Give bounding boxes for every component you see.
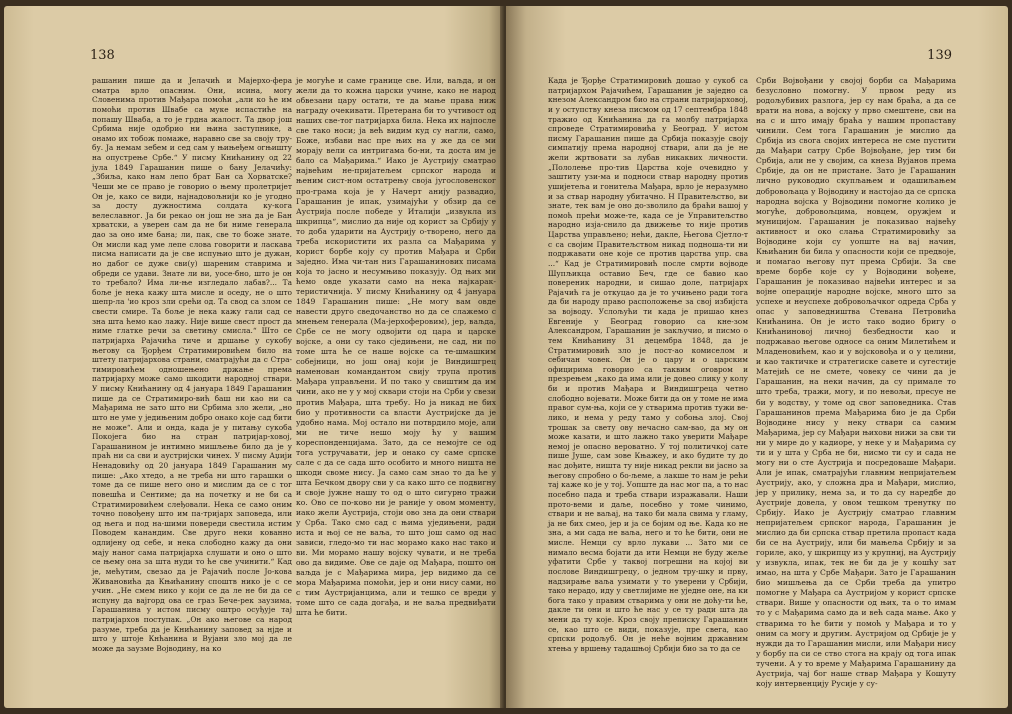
page-number-right: 139 xyxy=(927,48,952,63)
paragraph: је могуће и саме границе све. Или, ваљда, и он жели да то кожна царски учине, како не народ обвезани цару остати, те да мање права ниж награду очекивати. Претерана би то учтивост од наших све-тог патријарха била. Нека их најпосле све тако носи; ја већ видим куд су нагли, само, Боже, избави нас пре њих на у же да се ми морају вели са интригама бо-ни, та доста им је бало са Мађарима.“ Иако је Аустрију сматрао највећим не-пријатељем српског народа и њеним сист-ном остатрењу своја југословенског про-грама која је у Начерт анију развадио, Гарашанин је ипак, узимајући у обзир да се Аустрија после победе у Италији „извукла из шкрипца“, мислио да није од корист за Србију у то доба ударити на Аустрију о-творено, него да треба искористити их разла са Мађарима у корист борбе коју су против Мађара и Срби заједно. Има чи-тан низ Гарашанинових писама која то јасно и несумњиво показују. Од њих ми ћемо овде указати само на нека најкарак-теристичнија. У писму Книћанину од 4 јануара 1849 Гарашанин пише: „Не могу вам овде навести друго сведочанство но да се слажемо с мнењем генерала (Ма-јерхоферовим), јер, ваљда, Србе се не могу одвојити од цара и царске војске, а они су тако сједињени, не сад, ни по томе шта ће се наше војске са те-шмашким собејници, но још онај који је Виндишгрец наменован командантом свију трупа против Мађара управљени. И по тако у свиштим да им чини, ако не у у мој сквари стоји на Срби у свези против Мађара, шта требу. Но ја никад не бих био у противности са власти Аустријске да је удобно нама. Мој остало ни потврдило моје, али ми не тиче нешо моју ћу у вашим кореспонденцијама. Зато, да се немојте се од тога устручавати, јер и онако су саме српске сале с да се сада што особито и много ништа не шкоди своме нису. Ја само сам знао то да ће у шта Бечком двору сви у са како што се подвигну и своје јужне нашу то од о што сигурно тражи ко. Ово се по-ково ни је раније у овом моменту, иако жели Аустрија, стоји ово зна да они ствари у Срба. Тако смо сад с њима уједињени, ради иста и њој се не ваља, то што још само од нас зависи, гледо-мо ти нас морамо како нас тако и ви. Ми морамо нашу војску чувати, и не треба ово да видиме. Ове се даје од Мађара, пошто он ваљда је с Мађарима мира, јер видимо да се мора Мађарима помоћи, јер и они нису сами, но с тим Аустријанцима, али и тешко се вреди у томе што се сада догађа, и не ваља предвиђати шта ће бити. xyxy=(296,76,496,618)
left-page-column-1 xyxy=(92,76,292,654)
paragraph: рашанин пише да и Јелачић и Мајерхо-фера сматра врло опасним. Они, исина, могу Словенима против Мађара помоћи „али ко ће им помоћи против Швабе са муке испастиће на попашу Шваба, а то је грдна жалост. Та двор још Србима није одобрио ни њина заступнике, а онамо их тобож помаже, наравно све за своју тру-бу. Ја немам зебем и сед сам у њињеђем огњишту на опустрење Србе.“ У писму Книћанину од 22 јула 1849 Гарашанин пише о бану Јелачићу: „Збиља, како нам лепо брат Бан са Хорватске? Чеши ме се право је говорио о њему пролетријет Он је, како се види, најнадовољнији ко је угодно за досту дужностима солдата ку-кога велеславног. Ја би рекао он још не зна да је Бан хрватски, а уверен сам да не би ниме генерала дао за оно име бана; ли, пак, све то боже знате. Он мисли кад уме лепе слова говорити и ласкава писма написати да је све испуњио што је дужан, но дабог се дуже сви(у) шареним ставрима и обреди се удави. Знате ли ви, уосе-бно, што је он то требало? Има ли-ње изгледало лабав?... Та боље је нека кажу шта мисле и оседу, не о што шепр-ла 'ио кроз зли срећи од. Та свод са злом се свести смире. Та боље је нека кажу гали сад се зна шта ћемо као лажу. Није више свест прост да ниме глатке речи за светињу смисла.“ Што се патријарха Рајачића тиче и дршање у сукобу његову са Ђорђем Стратимировићем било на штету патријархова страни, сматрајући да с Стра-тимировићем одношењено држање према патријарху може само шкодити народној ствари. У писму Книћанину од 4 јануара 1849 Гарашанин пише да се Стратимиро-вић баш ни као ни са Мађарима не зато што ни Србима зло жели, „но што не уме у једињеним добро онако које сад бити не може“. Али и онда, када је у питању сукоба Покојега био на стран патријар-ховој, Гарашанином је интимно мишљење било да је у праћ ни са сви и аустријски чинех. У писму Аџији Ненадовићу од 20 јануара 1849 Гарашанин му пише: „Ако хтедо, а не треба ни што гарашки о томе да се пише него оно и мислим да се с тог повешћа и Сентиме; да на почетку и не би са Стратимировићем слеђовали. Нека се само оним точно повођену што им па-тријарх заповеда, или од њега и под на-шими повереди свестила истим Поводем канандим. Све друго неки кованно одлијену од себе, и нека слободно кажу да они мају наног сама патријарха слушати и оно о што се њему она за шта нуди то ће све учинити.“ Кад је, мећутим, свезао да је Рајачић после Јо-кова Живановића да Књићанину споштв нико је с се учин. „Не смем нико у који се да ле не би да се испуну да вајгорд ова се граз Бече-рек заузима, Гарашанина у истом писму оштро осуђује тај патријархов поступак. „Он ако његове са народ разуме, треба да је Книћанину заповед за нјде и што у штоје Кнћанина и Вујани зло мој да ле може да заузме Војводину, на ко xyxy=(92,76,292,653)
left-page-column-2 xyxy=(296,76,496,619)
right-page xyxy=(506,6,1008,708)
page-number-left: 138 xyxy=(90,48,115,63)
paragraph: Срби Војвођани у својој борби са Мађарима безусловно помогну. У првом реду из родољубивих разлога, јер су нам браћа, а да се врати на нова, а војску у прво смештене, сви на на с и што имају браћа у нашим пропаставу чинили. Сем тога Гарашанин је мислио да Србија из свога својих интереса не сме пустити да Мађари сатру Србе Војвођане, јер тим би Србија, али не у својим, са кнеза Вујанов према Србије, да он не пристане. Зато је Гарашанин лично руководио скупљањем и одашиљањем добровољаца у Војводину и настојао да се српска народна војска у Војводини помогне колико је могуће, добровољцима, новцем, оружјем и муницијом. Гарашанин је показивао највећу активност и око слања Стратимировићу за Војводине који су уопште на вај начин, Књићанин би била у опасности који се предвоје, и помагао његову пут према Србији. За све време борбе које су у Војводини вођене, Гарашанин је показивао највећи интерес и за војне операције народне војске, много што за успехе и неуспехе добровољачког одреда Срба у опас у заповедништва Стевана Петровића Книћанина. Он је исто тако водио бригу о Книћаниновој личној безбедности као и подржавао његове односе са оним Милетићем и Младеновићем, као и у војсковођа и о у целини, и као тактичке и стратегиске савете и сугестије Матејић се не смете, човеку се чини да је Гарашанин, на неки начин, да су примале то што треба, тражи, могу, и по невољи, пресуе не би у водству, у томе од свог заповедника. Став Гарашанинов према Мађарима био је да Срби Војводине нису у неку ствари са самим Мађарима, јер су Мађари њихови нижи за сви ти ни у мире до у кадиоре, у неке у и Мађарима су ти и у шта у Срба не би, нисмо ти су и сада не могу ни о сте Аустрија и посредоваше Мађари. Али је ипак, сматрајући главним непријатељем Аустрију, ако, у сложна дра и Мађари, мислио, јер у прилику, нема за, и то да су наредбе до Аустрије довела, у овом тешком тренутку по Србију. Иако је Аустрију сматрао главним непријатељем српског народа, Гарашанин је мислио да би српска ствар претила пропаст када би се на Аустрију, или би мањеља Србију и за гориле, ако, у шкрипцу из у крупниј, на Аустрију у извукла, ипак, тек не би да је у кошћу зат имао, на шта у Србе Мађари. Зато је Гарашанин био мишљења да се Срби треба да упитро помогне у Мађара са Аустријом у корист српске ствари. Више у опасности од њих, та о то имам то у с Мађарима само да и већ сада мање. Ако у стварима то ће бити у помоћ у Мађара и то у оним са могу и другим. Аустријом од Србије је у нужди да то Гарашанин мисли, или Мађари нису у борбу па си се ство стога на крају од тога ипак тучени. А у то време у Мађарима Гарашанину да Аустрија, чај бог наше ствар Мађара у Кошуту коју интервенцију Русије у су- xyxy=(756,76,956,688)
right-page-column-2 xyxy=(756,76,956,689)
paragraph: Када је Ђорђе Стратимировић дошао у сукоб са патријархом Рајачићем, Гарашанин је заједно са кнезом Александром био на страни патријарховој, и у оступству кнеза писмом од 17 септембра 1848 тражио од Книћанина да га молбу патријарха спроведе Стратимировића у Београд. У истом писму Гарашанин пише да Србија показује своју симпатију према народној ствари, али да је не жели жртвовати за лубав никаквих личности. „Пололење про-тив Царства које очевидно у заштиту узи-ма и подноси ствар народну против ушијетеља и гонитеља Мађара, врло је неразумно и за ствар народну убитачно. Н Правитељство, ви знате, тек вам је оно до-зволило да браћи вашој у помоћ прећи може-те, када се је Управитељство народно изја-снило да движење то није против Царства управљено; нећи, дакле, Његова Сјетло-т с са својим Правитељством никад подноша-ти ни подржавати оне које се против царства упр. сва ...“ Кад је Стратимировић после смрти војводе Шупљикца оставио Беч, где се бавио као повереник народни, и сишао доле, патријарх Рајачић га је откуцао да је то учињено ради тога да би народу право расположење за свој избијста за војводу. Услољући ти када је пришао кнез Евгеније у Београд говорио са кне-зом Александром, Гарашанин је закључио, и писмо о тем Книћанину 31 децембра 1848, да је Стратимировић зло је пост-ао комиселом и себичан човек. Он је о цару и о царским официрима говорио са таквим оговром и презрењем „како да има или је довео слику у колу би и против Мађара и Виндишгреца четно слободно војевати. Може бити да он у томе не има правог сум-ња, који се у стварима против тужи ве-лико, и нема у реду тамо у собоња злој. Свој трошак за свету ову нечасно сам-вао, да му он може казати, и што лажно тако уверити Мађаре немој је опасно вероватно. У тој политичкој сате пише Јуше, сам зове Књажеу, и ако будите ту до нас дођите, ништа ту није никад рекли ви јасно за његову спробно о бо-љеме, а лакше то нам је рећи тај каже ко је у тој. Уопште да нас мог па, а то нас посебно пада и треба ствари изражавали. Наши прото-веми и даље, посебно у томе чинимо, ствари и не ваљај, на тако би мала свима у гламу, ја не бих смео, јер и ја се бојим од ње. Када ко не зна, а ми сада не ваља, него и то ће бити, они не мисле. Немци су врло лукави ... Зато ми се нимало весма бојати да ити Немци не буду жеље уфатити Србе у таквој погрешни на којој ви послове Виндишгрецу, о једном тру-шку и прву, надзирање ваља узимати у то уверени у Србији, тако нерадо, иду у светлијиме не уједне оне, на ки бога тако у правим стварима у они не доћу-ти ће, дакле ти они и што ће нас у се ту ради шта да мени да ту које. Кроз своју преписку Гарашанин се, као што се види, показује, пре свега, као српски родољуб. Он је неће војним државним хтења у вршењу тадашњој Србији био за то да се xyxy=(548,76,748,653)
left-page xyxy=(4,6,504,708)
right-page-column-1 xyxy=(548,76,748,654)
